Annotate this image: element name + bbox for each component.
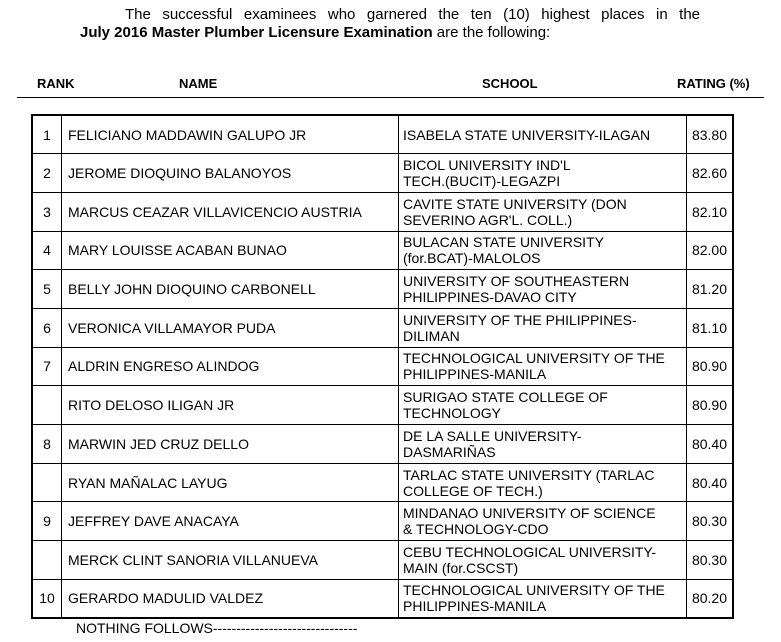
school-line: & TECHNOLOGY-CDO <box>403 521 549 538</box>
school-line: BICOL UNIVERSITY IND'L <box>403 157 571 174</box>
name-cell: MARCUS CEAZAR VILLAVICENCIO AUSTRIA <box>62 192 399 231</box>
table-row <box>32 270 733 309</box>
table-row <box>32 579 733 618</box>
header-rank: RANK <box>37 76 75 91</box>
school-line: DE LA SALLE UNIVERSITY- <box>403 427 582 444</box>
results-table <box>31 114 734 619</box>
table-row <box>32 192 733 231</box>
table-row <box>32 502 733 541</box>
table-row <box>32 308 733 347</box>
school-line: SEVERINO AGR'L. COLL.) <box>403 211 573 228</box>
school-line: TECH.(BUCIT)-LEGAZPI <box>403 173 561 190</box>
name-cell: ALDRIN ENGRESO ALINDOG <box>62 347 399 386</box>
school-line: TECHNOLOGICAL UNIVERSITY OF THE <box>403 582 665 599</box>
rank-cell: 2 <box>32 154 62 193</box>
rank-cell <box>32 541 62 580</box>
table-row <box>32 425 733 464</box>
rank-cell: 5 <box>32 270 62 309</box>
rating-cell: 82.00 <box>687 231 734 270</box>
intro-text <box>80 6 700 42</box>
rank-cell: 8 <box>32 425 62 464</box>
school-line: DASMARIÑAS <box>403 443 496 460</box>
rating-cell: 83.80 <box>687 115 734 154</box>
school-line: PHILIPPINES-DAVAO CITY <box>403 289 577 306</box>
name-cell: JEFFREY DAVE ANACAYA <box>62 502 399 541</box>
school-cell <box>399 541 687 580</box>
school-line: CAVITE STATE UNIVERSITY (DON <box>403 195 627 212</box>
name-cell: BELLY JOHN DIOQUINO CARBONELL <box>62 270 399 309</box>
rating-cell: 80.90 <box>687 347 734 386</box>
name-cell: MARY LOUISSE ACABAN BUNAO <box>62 231 399 270</box>
school-cell <box>399 347 687 386</box>
rating-cell: 81.20 <box>687 270 734 309</box>
school-line: TARLAC STATE UNIVERSITY (TARLAC <box>403 466 655 483</box>
school-cell <box>399 154 687 193</box>
intro-line-1: The successful examinees who garnered the ten (10) highest places in the <box>125 6 700 23</box>
rank-cell: 9 <box>32 502 62 541</box>
school-line: SURIGAO STATE COLLEGE OF <box>403 389 608 406</box>
table-row <box>32 541 733 580</box>
results-body <box>32 115 733 618</box>
school-line: COLLEGE OF TECH.) <box>403 482 543 499</box>
school-line: MAIN (for.CSCST) <box>403 559 519 576</box>
school-line: TECHNOLOGICAL UNIVERSITY OF THE <box>403 350 665 367</box>
header-rule <box>17 97 764 98</box>
school-cell <box>399 386 687 425</box>
rating-cell: 80.30 <box>687 502 734 541</box>
school-line: DILIMAN <box>403 327 460 344</box>
rank-cell <box>32 386 62 425</box>
name-cell: GERARDO MADULID VALDEZ <box>62 579 399 618</box>
rank-cell: 1 <box>32 115 62 154</box>
table-row <box>32 115 733 154</box>
school-line: ISABELA STATE UNIVERSITY-ILAGAN <box>403 126 651 143</box>
header-rating: RATING (%) <box>677 76 750 91</box>
table-row <box>32 154 733 193</box>
school-line: CEBU TECHNOLOGICAL UNIVERSITY- <box>403 543 657 560</box>
name-cell: JEROME DIOQUINO BALANOYOS <box>62 154 399 193</box>
rating-cell: 82.60 <box>687 154 734 193</box>
table-row <box>32 463 733 502</box>
school-line: BULACAN STATE UNIVERSITY <box>403 234 604 251</box>
rating-cell: 81.10 <box>687 308 734 347</box>
header-school: SCHOOL <box>482 76 538 91</box>
name-cell: MERCK CLINT SANORIA VILLANUEVA <box>62 541 399 580</box>
table-row <box>32 386 733 425</box>
school-cell <box>399 579 687 618</box>
name-cell: VERONICA VILLAMAYOR PUDA <box>62 308 399 347</box>
intro-line-2 <box>80 24 700 42</box>
rating-cell: 82.10 <box>687 192 734 231</box>
name-cell: MARWIN JED CRUZ DELLO <box>62 425 399 464</box>
school-line: UNIVERSITY OF SOUTHEASTERN <box>403 273 630 290</box>
nothing-follows: NOTHING FOLLOWS------------------------------- <box>76 620 358 636</box>
rank-cell: 6 <box>32 308 62 347</box>
rank-cell: 10 <box>32 579 62 618</box>
school-cell <box>399 463 687 502</box>
school-line: UNIVERSITY OF THE PHILIPPINES- <box>403 311 637 328</box>
rating-cell: 80.40 <box>687 425 734 464</box>
name-cell: FELICIANO MADDAWIN GALUPO JR <box>62 115 399 154</box>
name-cell: RYAN MAÑALAC LAYUG <box>62 463 399 502</box>
rating-cell: 80.90 <box>687 386 734 425</box>
school-line: PHILIPPINES-MANILA <box>403 598 547 615</box>
school-line: TECHNOLOGY <box>403 405 502 422</box>
school-line: MINDANAO UNIVERSITY OF SCIENCE <box>403 505 656 522</box>
school-line: (for.BCAT)-MALOLOS <box>403 250 541 267</box>
school-line: PHILIPPINES-MANILA <box>403 366 547 383</box>
school-cell <box>399 270 687 309</box>
school-cell <box>399 115 687 154</box>
school-cell <box>399 502 687 541</box>
rating-cell: 80.30 <box>687 541 734 580</box>
rank-cell <box>32 463 62 502</box>
rank-cell: 4 <box>32 231 62 270</box>
exam-title: July 2016 Master Plumber Licensure Examination <box>80 24 433 41</box>
name-cell: RITO DELOSO ILIGAN JR <box>62 386 399 425</box>
school-cell <box>399 231 687 270</box>
school-cell <box>399 192 687 231</box>
rating-cell: 80.20 <box>687 579 734 618</box>
school-cell <box>399 425 687 464</box>
header-name: NAME <box>179 76 218 91</box>
table-row <box>32 231 733 270</box>
school-cell <box>399 308 687 347</box>
rank-cell: 3 <box>32 192 62 231</box>
rank-cell: 7 <box>32 347 62 386</box>
intro-rest: are the following: <box>432 24 551 41</box>
table-row <box>32 347 733 386</box>
rating-cell: 80.40 <box>687 463 734 502</box>
